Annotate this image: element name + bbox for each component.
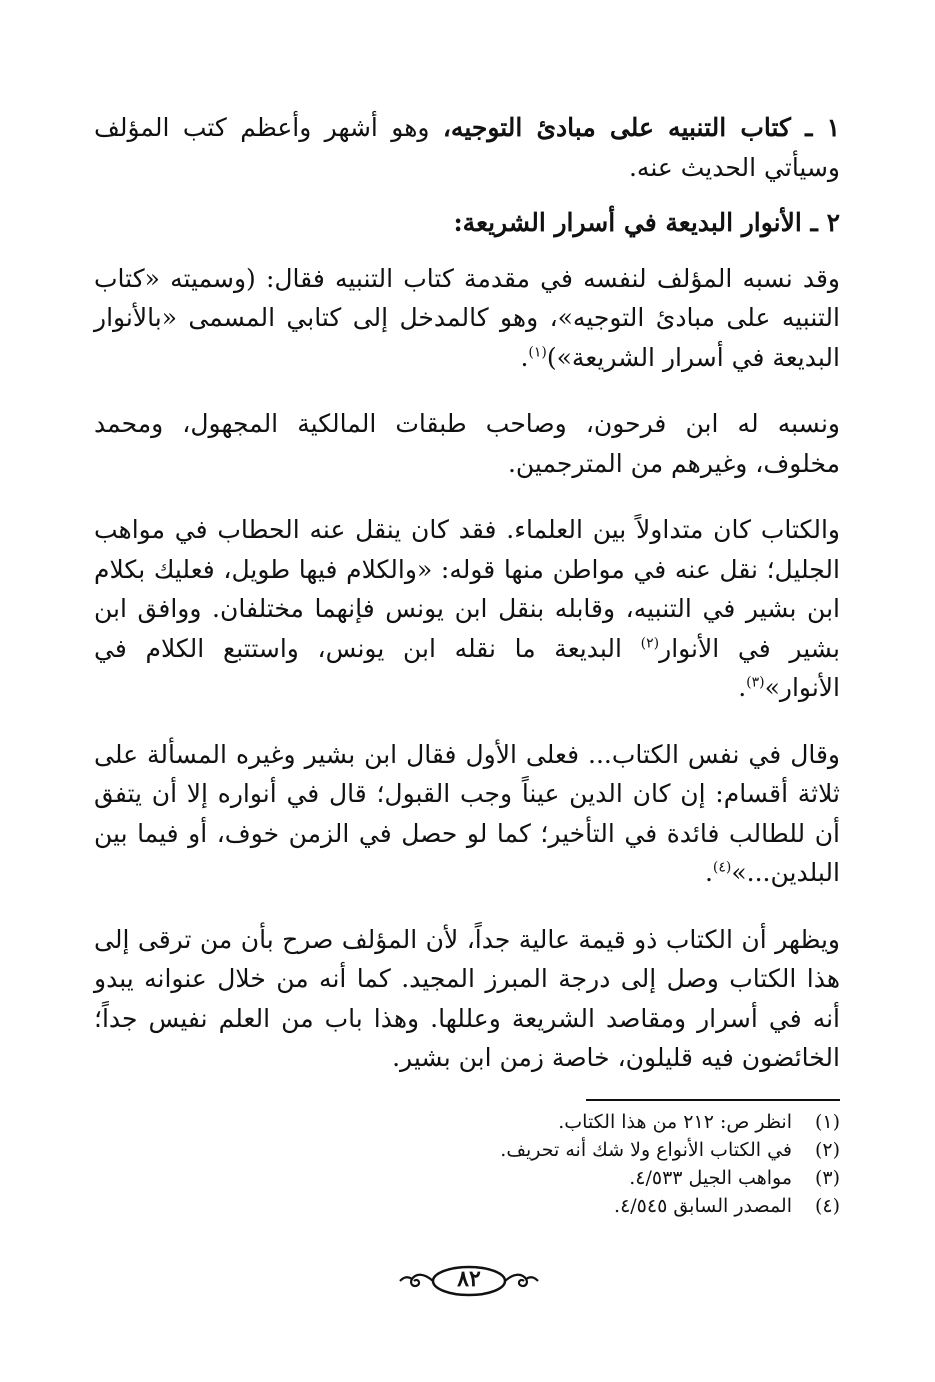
footnote-number: (٢) (814, 1139, 840, 1161)
footnote-number: (٤) (814, 1195, 840, 1217)
item-2-heading: ٢ ـ الأنوار البديعة في أسرار الشريعة: (453, 208, 840, 237)
footnote-number: (١) (814, 1111, 840, 1133)
item-1-text: وهو أشهر وأعظم كتب المؤلف وسيأتي الحديث عنه. (94, 113, 840, 182)
footnote-number: (٣) (814, 1167, 840, 1189)
footnote-1 (94, 1108, 840, 1136)
footnote-text: مواهب الجيل ٤/٥٣٣. (629, 1167, 792, 1189)
footnote-ref-4: (٤) (712, 859, 732, 876)
footnote-ref-1: (١) (528, 344, 547, 361)
footnote-text: انظر ص: ٢١٢ من هذا الكتاب. (558, 1111, 792, 1133)
footnotes (94, 1108, 840, 1220)
paragraph-7: ويظهر أن الكتاب ذو قيمة عالية جداً، لأن المؤلف صرح بأن من ترقى إلى هذا الكتاب وصل إلى درجة المبرز المجيد. كما أنه من خلال عنوانه يبدو أنه في أسرار ومقاصد الشريعة وعللها. وهذا باب من العلم نفيس جداً؛ الخائضون فيه قليلون، خاصة زمن ابن بشير. (94, 924, 840, 1072)
footnote-4 (94, 1192, 840, 1220)
main-text (94, 108, 840, 1105)
paragraph-3 (94, 259, 840, 378)
item-1-title: ١ ـ كتاب التنبيه على مبادئ التوجيه، (442, 113, 841, 142)
footnote-text: في الكتاب الأنواع ولا شك أنه تحريف. (500, 1139, 792, 1161)
paragraph-3-text: وقد نسبه المؤلف لنفسه في مقدمة كتاب التنبيه فقال: (وسميته «كتاب التنبيه على مبادئ التوجيه»، وهو كالمدخل إلى كتابي المسمى «بالأنوار البديعة في أسرار الشريعة») (94, 263, 840, 372)
page-number-ornament (394, 1263, 544, 1299)
paragraph-3-tail: . (520, 342, 529, 372)
paragraph-5-text-a: والكتاب كان متداولاً بين العلماء. فقد كان ينقل عنه الحطاب في مواهب الجليل؛ نقل عنه في مواطن منها قوله: «والكلام فيها طويل، فعليك بكلام ابن بشير في التنبيه، وقابله بنقل ابن يونس فإنهما مختلفان. ووافق ابن بشير في الأنوار (94, 515, 840, 663)
paragraph-5-tail: . (738, 673, 747, 702)
paragraph-5-text-b: البديعة ما نقله ابن يونس، واستتبع الكلام في الأنوار» (94, 633, 840, 702)
page-number: ٨٢ (457, 1266, 481, 1292)
paragraph-6 (94, 735, 840, 893)
paragraph-1 (94, 108, 840, 187)
footnote-2 (94, 1136, 840, 1164)
paragraph-6-text: وقال في نفس الكتاب... فعلى الأول فقال ابن بشير وغيره المسألة على ثلاثة أقسام: إن كان الدين عيناً وجب القبول؛ قال في أنواره إلا أن يتفق أن للطالب فائدة في التأخير؛ كما لو حصل في الزمن خوف، أو فيما بين البلدين...» (94, 739, 840, 887)
paragraph-4: ونسبه له ابن فرحون، وصاحب طبقات المالكية المجهول، ومحمد مخلوف، وغيرهم من المترجمين. (94, 409, 840, 478)
footnote-ref-3: (٣) (746, 674, 765, 691)
footnote-text: المصدر السابق ٤/٥٤٥. (614, 1195, 792, 1217)
paragraph-6-tail: . (704, 858, 713, 887)
footnote-3 (94, 1164, 840, 1192)
footnote-divider (586, 1099, 840, 1101)
paragraph-5 (94, 510, 840, 708)
footnote-ref-2: (٢) (640, 635, 660, 652)
